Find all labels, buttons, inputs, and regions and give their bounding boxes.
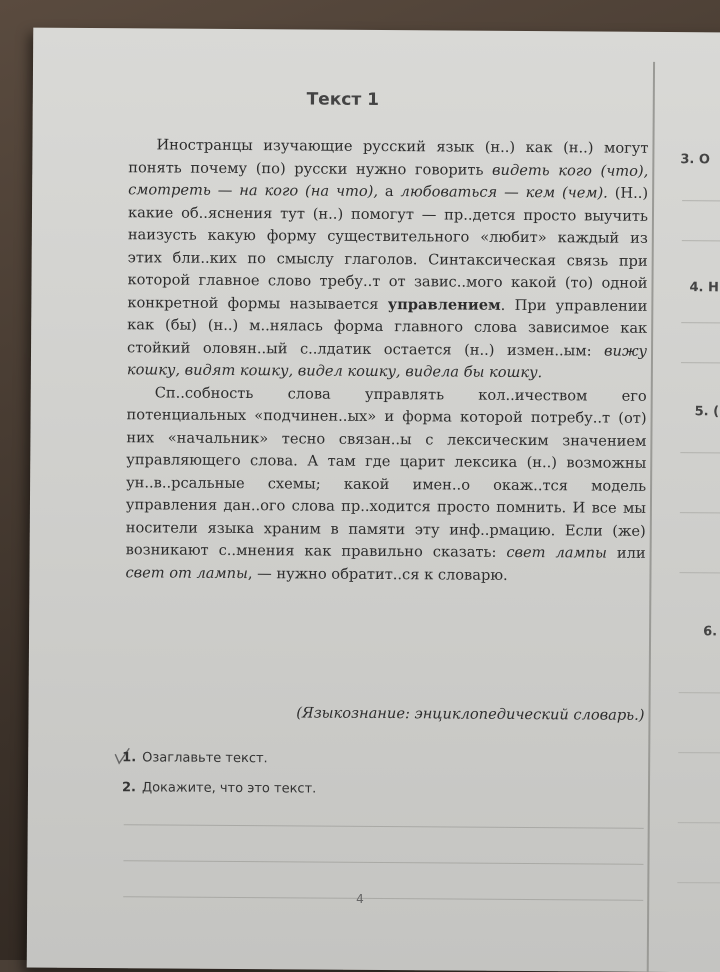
strip-line <box>679 572 720 573</box>
text-run: Иностранцы изучающие русский язык (н..) как (н..) могут понять почему (по) русски нужно говорить <box>128 136 649 179</box>
strip-line <box>677 882 720 883</box>
text-run: (Н..) какие об..яснения тут (н..) помогут — пр..дется просто выучить наизусть какую форму существительного «любит» каждый из этих бли..ких по смыслу глаголов. Синтаксическая связь при которой главное слово требу..т от завис..мого какой (то) одной конкретной формы называется <box>127 184 649 313</box>
italic-example: свет лампы <box>506 543 607 562</box>
strip-line <box>680 452 720 453</box>
bold-term: управлением <box>387 295 501 314</box>
strip-line <box>678 752 720 753</box>
strip-item-4: 4. Н <box>689 280 719 296</box>
page-number: 4 <box>356 892 364 906</box>
strip-line <box>681 322 720 323</box>
task-text: Докажите, что это текст. <box>141 780 317 797</box>
strip-line <box>680 512 720 513</box>
text-run: Сп..собность слова управлять кол..ичеством его потенциальных «подчинен..ых» и форма которой потребу..т (от) них «начальник» тесно связан..ы с лексическим значением управляющего слова. А там где царит лексика (н..) возможны ун..в..рсальные схемы; какой имен..о окаж..тся модель управления дан..ого слова пр..ходится просто помнить. И все мы носители языка храним в памяти эту инф..рмацию. Если (же) возникают с..мнения как правильно сказать: <box>125 383 647 561</box>
task-1 <box>122 750 268 766</box>
text-run: а <box>377 182 401 201</box>
strip-item-6: 6. <box>703 624 718 640</box>
source-citation: (Языкознание: энциклопедический словарь.) <box>296 704 645 724</box>
strip-item-5: 5. ( <box>694 404 720 420</box>
strip-line <box>682 240 720 241</box>
paragraph-2 <box>125 382 646 588</box>
answer-line <box>123 860 643 865</box>
text-run: , — нужно обратит..ся к словарю. <box>247 564 508 584</box>
strip-line <box>682 200 720 201</box>
strip-line <box>678 822 720 823</box>
italic-example: вижу кошку, видят кошку, видел кошку, видела бы кошку. <box>126 342 648 382</box>
workbook-page <box>27 28 720 972</box>
task-2 <box>122 780 316 796</box>
task-text: Озаглавьте текст. <box>142 750 268 767</box>
main-text <box>125 134 648 588</box>
task-number: 2. <box>121 780 137 796</box>
text-run: или <box>606 544 646 562</box>
strip-line <box>679 692 720 693</box>
answer-line <box>124 824 644 829</box>
paragraph-1 <box>127 134 649 385</box>
strip-line <box>681 362 720 363</box>
italic-example: свет от лампы <box>125 563 248 582</box>
strip-item-3: 3. О <box>680 152 710 168</box>
italic-example: любоваться — кем (чем). <box>400 183 608 202</box>
italic-example: видеть кого (что), смотреть — на кого (на что), <box>128 161 649 200</box>
text-run: . При управлении как (бы) (н..) м..нялась форма главного слова зависимое как стойкий оловян..ый с..лдатик остается (н..) измен..ым: <box>127 296 648 360</box>
text-title: Текст 1 <box>306 89 380 110</box>
task-number: 1. <box>122 750 137 766</box>
